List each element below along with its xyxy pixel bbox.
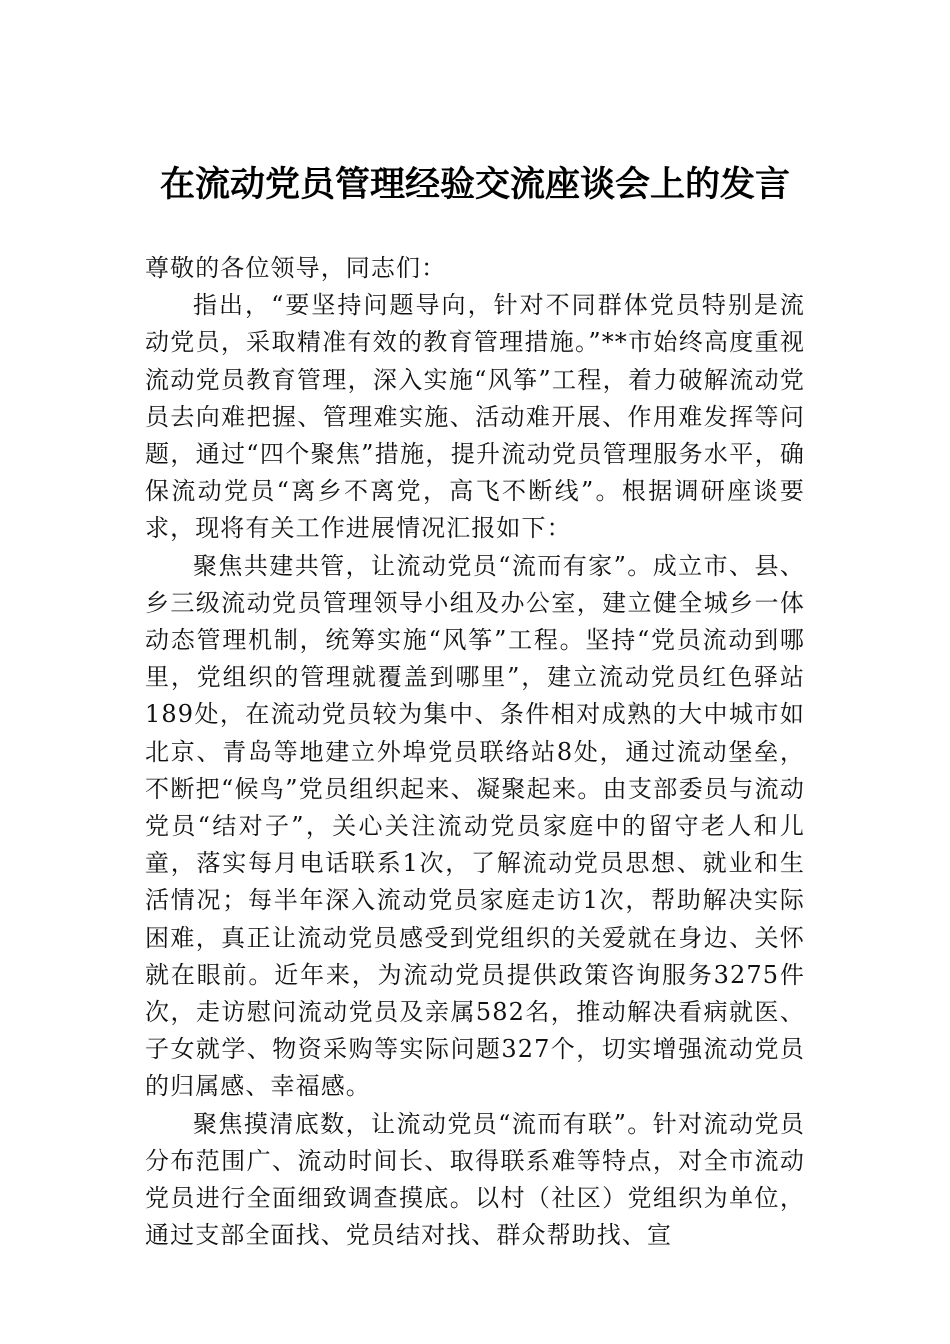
paragraph-intro: 指出，“要坚持问题导向，针对不同群体党员特别是流动党员，采取精准有效的教育管理措施。”**市始终高度重视流动党员教育管理，深入实施“风筝”工程，着力破解流动党员去向难把握、管理难实施、活动难开展、作用难发挥等问题，通过“四个聚焦”措施，提升流动党员管理服务水平，确保流动党员“离乡不离党，高飞不断线”。根据调研座谈要求，现将有关工作进展情况汇报如下： (145, 291, 805, 543)
document-body (145, 250, 805, 1254)
paragraph-survey: 聚焦摸清底数，让流动党员“流而有联”。针对流动党员分布范围广、流动时间长、取得联系难等特点，对全市流动党员进行全面细致调查摸底。以村（社区）党组织为单位，通过支部全面找、党员结对找、群众帮助找、宣 (145, 1109, 805, 1250)
document-title: 在流动党员管理经验交流座谈会上的发言 (159, 164, 790, 205)
salutation: 尊敬的各位领导，同志们： (145, 254, 447, 282)
paragraph-co-management: 聚焦共建共管，让流动党员“流而有家”。成立市、县、乡三级流动党员管理领导小组及办公室，建立健全城乡一体动态管理机制，统筹实施“风筝”工程。坚持“党员流动到哪里，党组织的管理就覆盖到哪里”，建立流动党员红色驿站189处，在流动党员较为集中、条件相对成熟的大中城市如北京、青岛等地建立外埠党员联络站8处，通过流动堡垒，不断把“候鸟”党员组织起来、凝聚起来。由支部委员与流动党员“结对子”，关心关注流动党员家庭中的留守老人和儿童，落实每月电话联系1次，了解流动党员思想、就业和生活情况；每半年深入流动党员家庭走访1次，帮助解决实际困难，真正让流动党员感受到党组织的关爱就在身边、关怀就在眼前。近年来，为流动党员提供政策咨询服务3275件次，走访慰问流动党员及亲属582名，推动解决看病就医、子女就学、物资采购等实际问题327个，切实增强流动党员的归属感、幸福感。 (145, 551, 805, 1101)
